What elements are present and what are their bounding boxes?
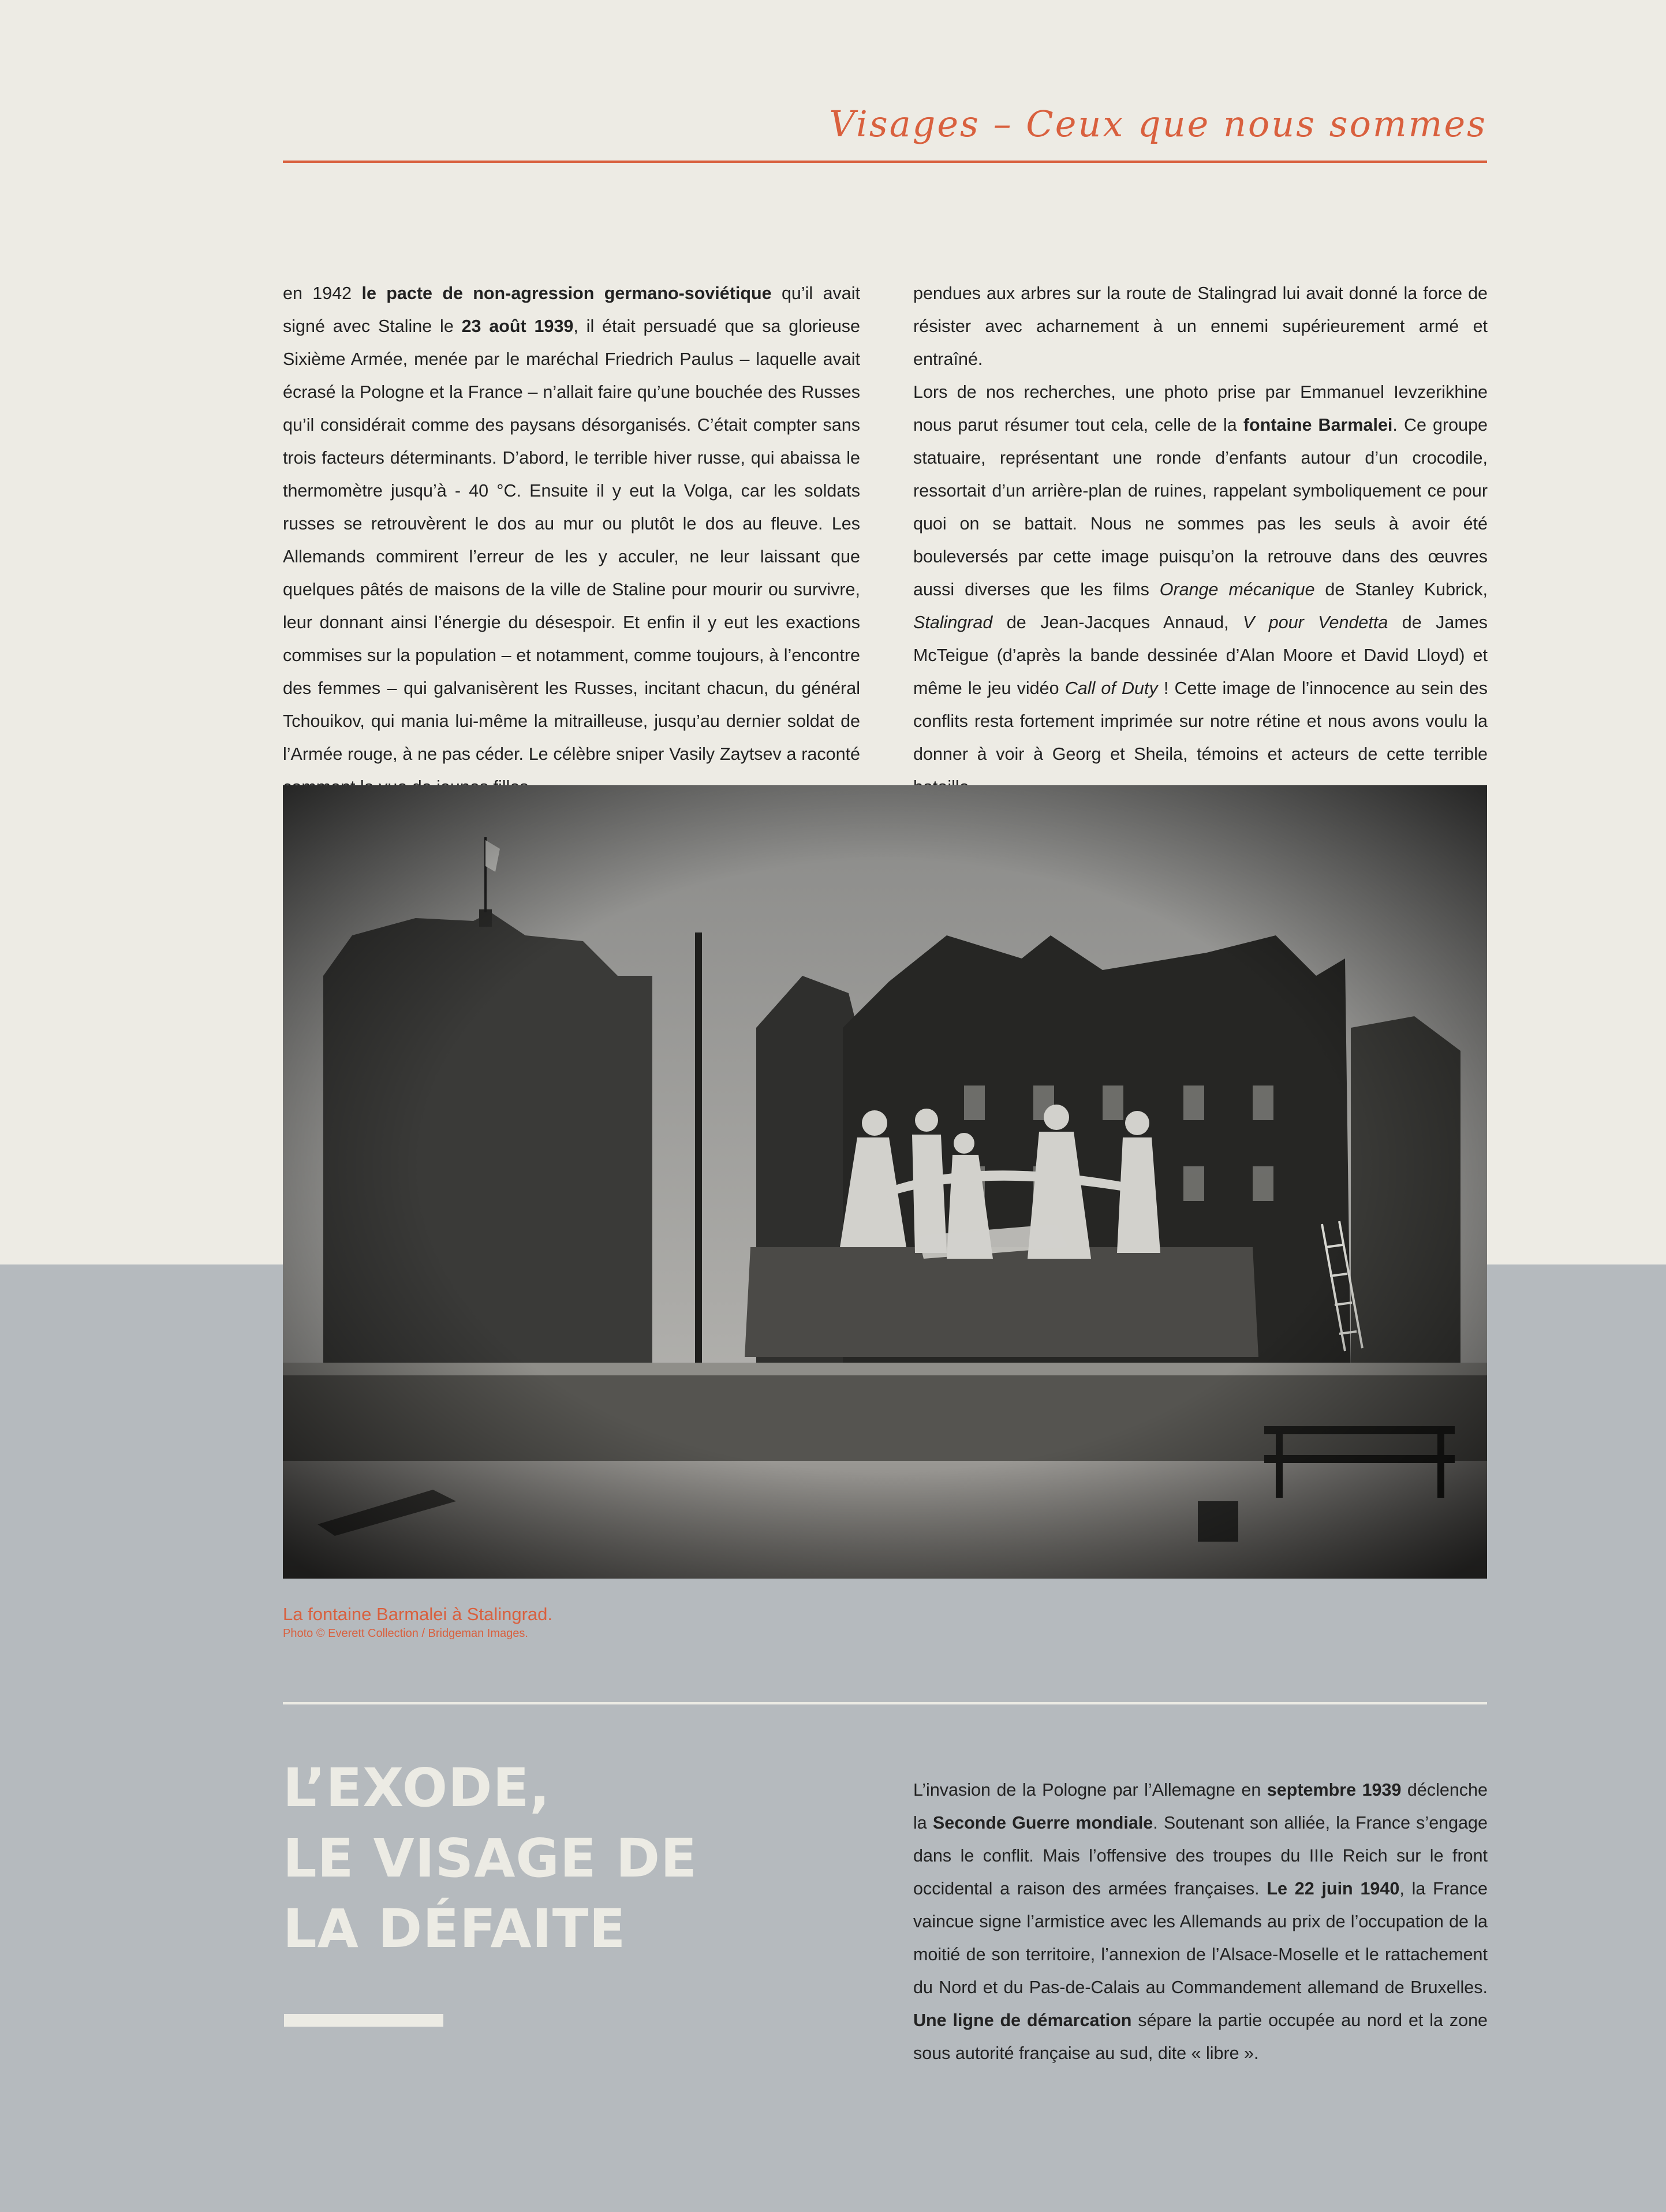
page-header	[283, 98, 1487, 163]
text-run: . Soutenant son alliée, la France s’engage dans le conflit. Mais l’offensive des troupes du IIIe Reich sur le front occidental a raison des armées françaises.	[913, 1813, 1488, 1898]
italic-text-run: Orange mécanique	[1159, 580, 1315, 599]
text-run: sépare la partie occupée au nord et la zone sous autorité française au sud, dite « libre ».	[913, 2010, 1488, 2063]
text-run: en 1942	[283, 284, 362, 303]
photo-caption	[283, 1603, 976, 1641]
text-run: , la France vaincue signe l’armistice avec les Allemands au prix de l’occupation de la moitié de son territoire, l’annexion de l’Alsace-Moselle et le rattachement du Nord et du Pas-de-Calais au Commandement allemand de Bruxelles.	[913, 1879, 1488, 1997]
heading-line: LA DÉFAITE	[283, 1898, 626, 1960]
italic-text-run: Call of Duty	[1064, 678, 1158, 698]
heading-line: LE VISAGE DE	[283, 1827, 697, 1889]
running-title: Visages – Ceux que nous sommes	[829, 103, 1487, 145]
bold-text-run: le pacte de non-agression germano-soviétique	[361, 284, 772, 303]
fountain-photo	[283, 785, 1487, 1579]
text-run: . Ce groupe statuaire, représentant une ronde d’enfants autour d’un crocodile, ressortait d’un arrière-plan de ruines, rappelant symboliquement ce pour quoi on se battait. Nous ne sommes pas les seuls à avoir été bouleversés par cette image puisqu’on la retrouve dans des œuvres aussi diverses que les films	[913, 415, 1488, 599]
text-run: ! Cette image de l’innocence au sein des conflits resta fortement imprimée sur notre rétine et nous avons voulu la donner à voir à Georg et Sheila, témoins et acteurs de cette terrible	[913, 678, 1488, 764]
text-run: déclenche la	[913, 1780, 1488, 1833]
article-right-column	[913, 277, 1488, 804]
bold-text-run: Une ligne de démarcation	[913, 2010, 1132, 2030]
text-run: qu’il avait signé avec Staline le	[283, 284, 860, 336]
section-intro-text	[913, 1774, 1488, 2070]
heading-accent-bar	[284, 2014, 443, 2027]
section-divider	[283, 1702, 1487, 1704]
article-left-column	[283, 277, 860, 804]
header-divider	[283, 161, 1487, 163]
text-run: de Stanley Kubrick,	[1314, 580, 1488, 599]
text-run: pendues aux arbres sur la route de Stalingrad lui avait donné la force de résister avec acharnement à un ennemi supérieurement armé et entraîné.	[913, 284, 1488, 369]
caption-credit: Photo © Everett Collection / Bridgeman Images.	[283, 1627, 528, 1640]
text-run: L’invasion de la Pologne par l’Allemagne en	[913, 1780, 1267, 1800]
bold-text-run: septembre 1939	[1267, 1780, 1402, 1800]
heading-line: L’EXODE,	[283, 1757, 551, 1819]
text-run: de James McTeigue (d’après la bande dessinée d’Alan Moore et David Lloyd) et même le jeu vidéo	[913, 613, 1488, 698]
section-heading	[283, 1753, 860, 1964]
bold-text-run: Seconde Guerre mondiale	[932, 1813, 1153, 1833]
bold-text-run: Le 22 juin 1940	[1267, 1879, 1400, 1898]
italic-text-run: Stalingrad	[913, 613, 993, 632]
caption-title: La fontaine Barmalei à Stalingrad.	[283, 1604, 553, 1624]
italic-text-run: V pour Vendetta	[1242, 613, 1388, 632]
text-run: , il était persuadé que sa glorieuse Sixième Armée, menée par le maréchal Friedrich Paulus – laquelle avait écrasé la Pologne et la France – n’allait faire qu’une bouchée des Russes qu’il considérait comme des paysans désorganisés. C’était compter sans trois facteurs déterminants. D’abord, le terrible hiver russe, qui abaissa le thermomètre jusqu’à - 40 °C. Ensuite il y eut la Volga, car les soldats russes se retrouvèrent le dos au mur ou plutôt le dos au fleuve. Les Allemands commirent l’erreur de les y acculer, ne leur laissant que quelques pâtés de maisons de la ville de Staline pour mourir ou survivre, leur donnant ainsi l’énergie du désespoir. Et enfin il y eut les exactions commises sur la population – et notamment, comme toujours, à l’encontre des femmes – qui galvanisèrent les Russes, incitant chacun, du général Tchouikov, qui mania lui-même la mitrailleuse, jusqu’au dernier soldat de l’Armée rouge, à ne pas céder. Le célèbre sniper Vasily Zaytsev a raconté	[283, 316, 861, 764]
text-run: de Jean-Jacques Annaud,	[992, 613, 1243, 632]
text-run: Lors de nos recherches, une photo prise par Emmanuel Ievzerikhine nous parut résumer tout cela, celle de la	[913, 382, 1488, 435]
bold-text-run: fontaine Barmalei	[1243, 415, 1393, 435]
bold-text-run: 23 août 1939	[461, 316, 574, 336]
